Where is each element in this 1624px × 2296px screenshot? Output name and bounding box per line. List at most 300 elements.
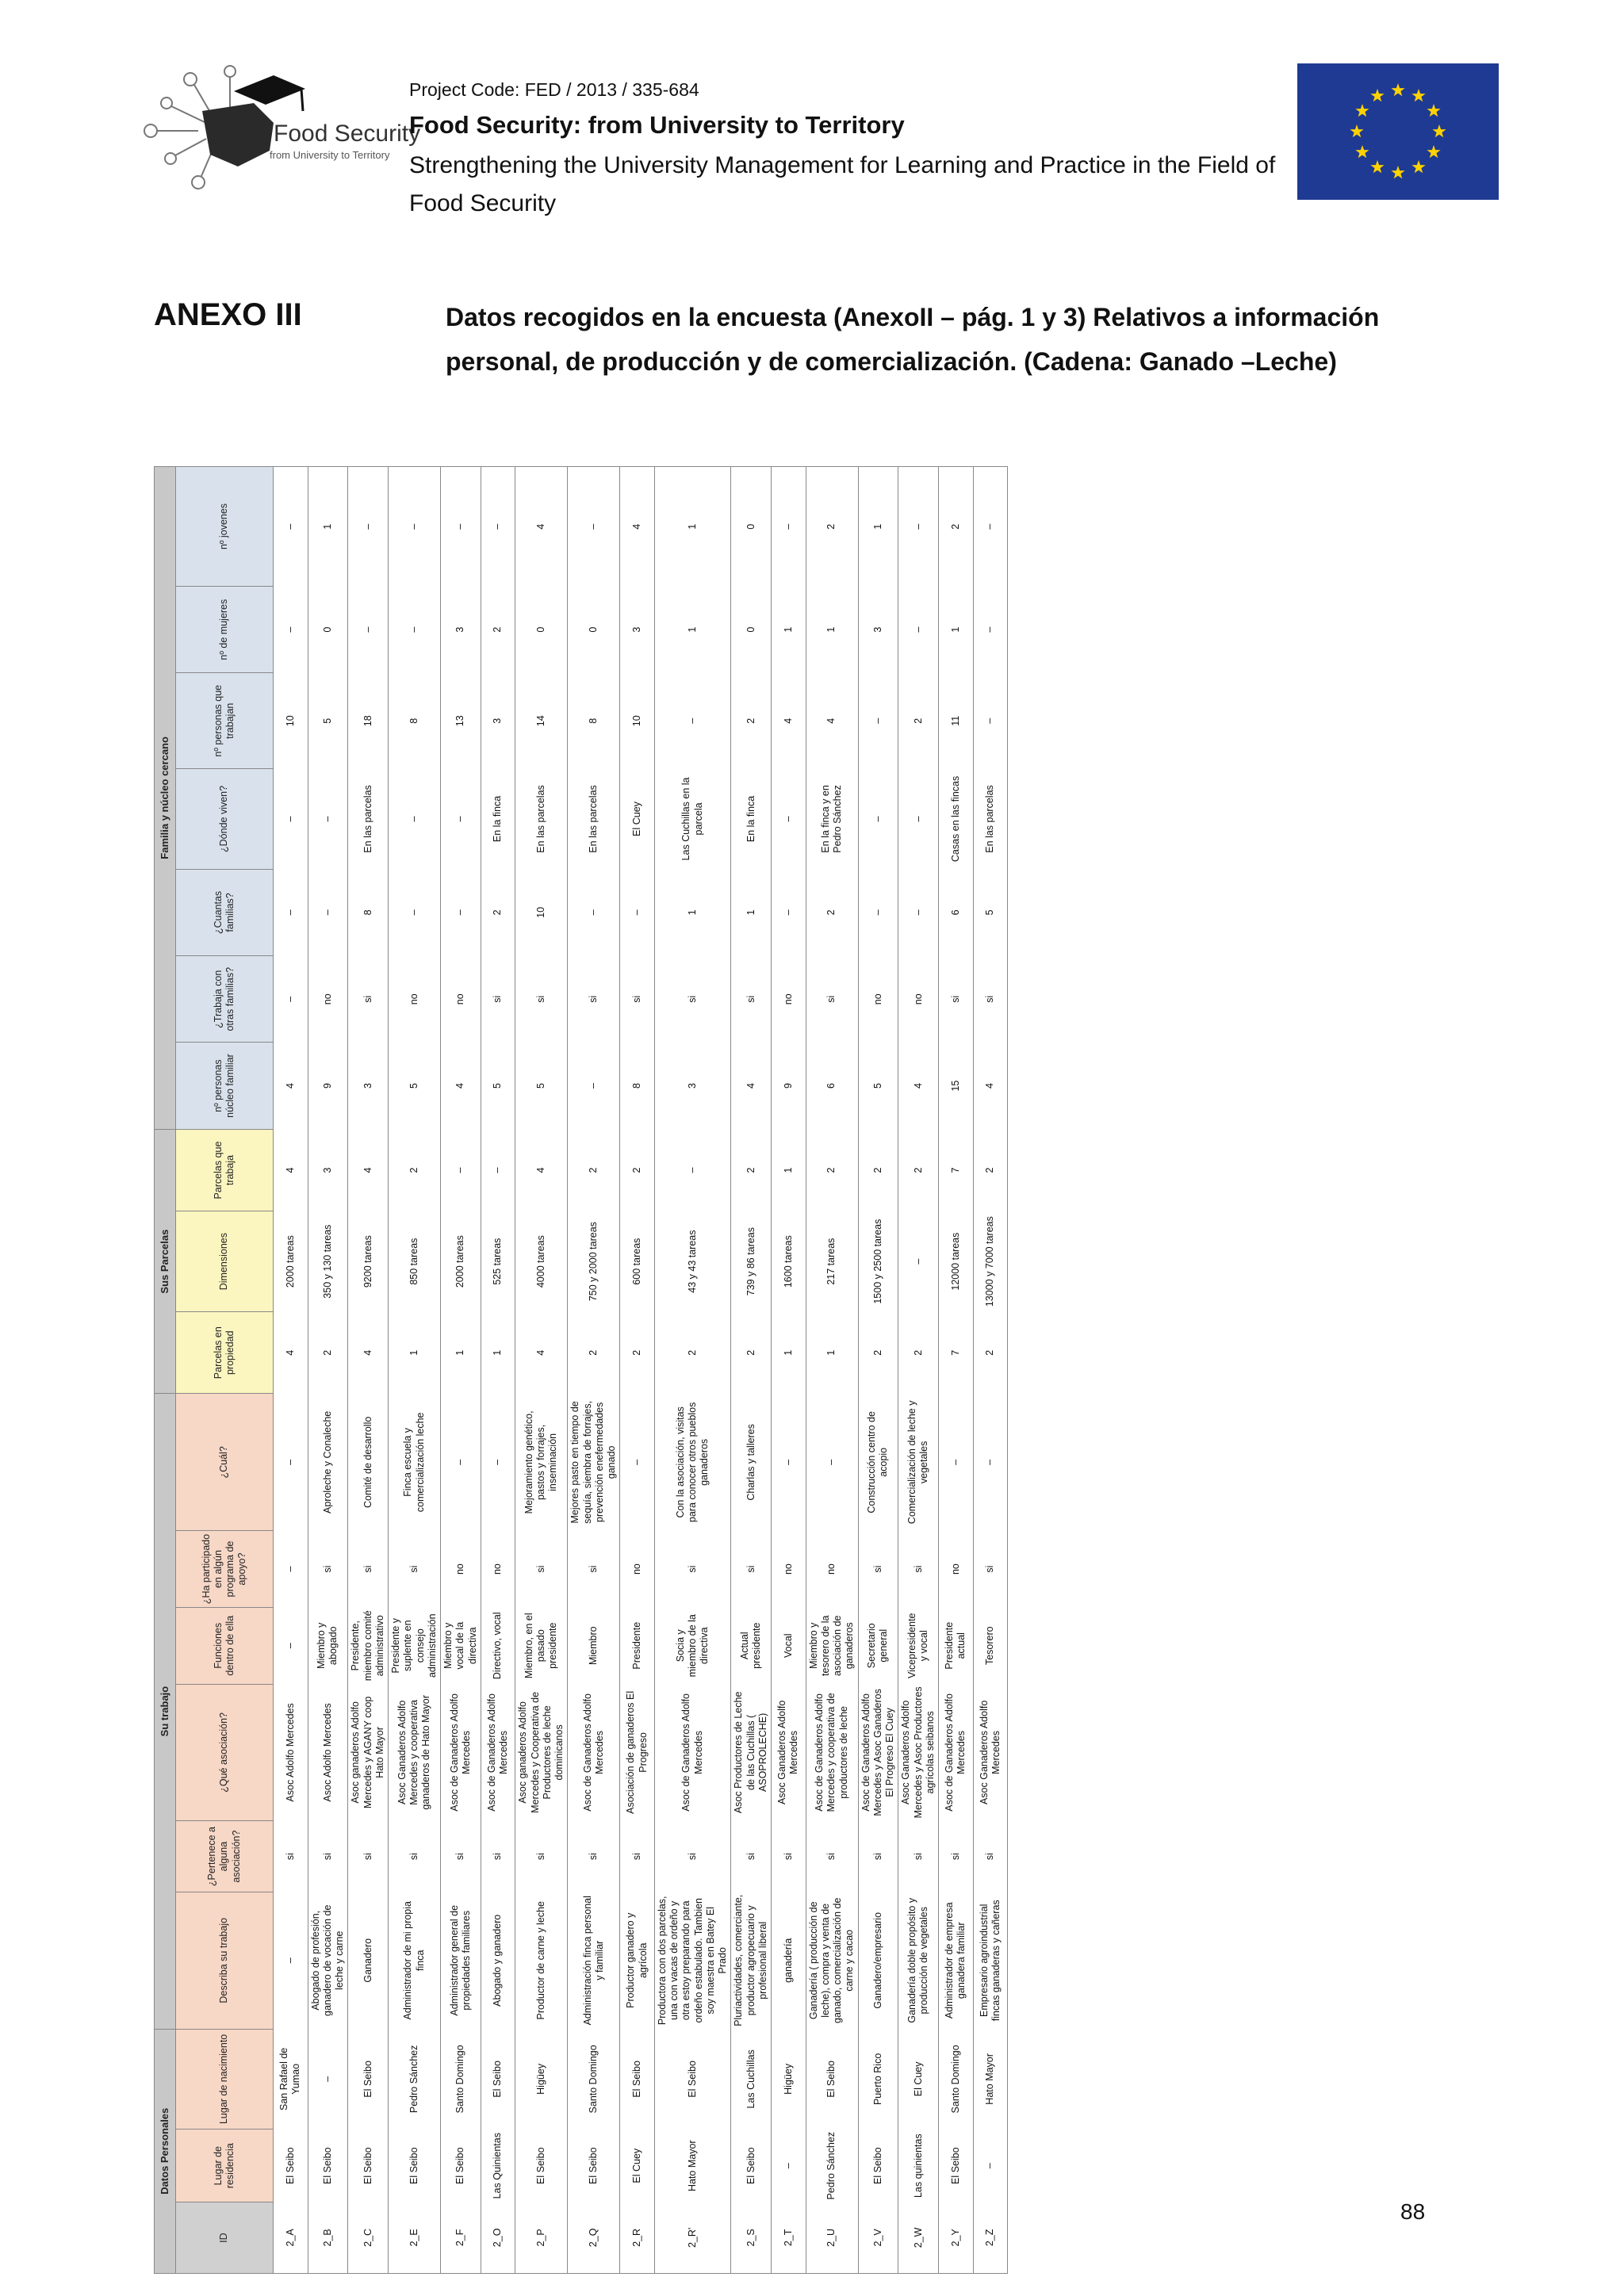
table-cell: El Seibo <box>441 2130 481 2202</box>
table-cell: 7 <box>939 1311 974 1394</box>
table-cell: 350 y 130 tareas <box>308 1211 348 1312</box>
table-cell: El Seibo <box>806 2029 858 2130</box>
table-cell: si <box>389 1531 441 1608</box>
table-cell: El Seibo <box>389 2130 441 2202</box>
table-cell: – <box>274 1531 308 1608</box>
table-cell: si <box>568 1821 620 1892</box>
table-cell: Comercialización de leche y vegetales <box>898 1394 939 1531</box>
table-cell: Administrador de mi propia finca <box>389 1892 441 2029</box>
table-cell: Pluriactividades, comerciante, productor agropecuario y profesional liberal <box>731 1892 772 2029</box>
table-cell: 3 <box>441 586 481 672</box>
table-cell: – <box>274 1394 308 1531</box>
column-header: ID <box>176 2202 274 2274</box>
table-cell: 2 <box>858 1129 898 1211</box>
table-cell: – <box>389 769 441 870</box>
table-cell: Asoc de Ganaderos Adolfo Mercedes y Asoc Ganaderos El Progreso El Cuey <box>858 1684 898 1821</box>
table-cell: Ganadero <box>348 1892 389 2029</box>
table-cell: 4 <box>274 1311 308 1394</box>
annex-label: ANEXO III <box>154 297 302 332</box>
table-cell: si <box>898 1531 939 1608</box>
group-header-row <box>155 467 176 2274</box>
row-id-cell: 2_Q <box>568 2202 620 2274</box>
row-id-cell: 2_U <box>806 2202 858 2274</box>
table-cell: 3 <box>481 673 515 769</box>
row-id-cell: 2_S <box>731 2202 772 2274</box>
column-header: Describa su trabajo <box>176 1892 274 2029</box>
column-header: ¿Cuantas familias? <box>176 869 274 955</box>
table-cell: 1 <box>441 1311 481 1394</box>
table-cell: El Seibo <box>348 2029 389 2130</box>
table-cell: San Rafael de Yumao <box>274 2029 308 2130</box>
table-cell: Construcción centro de acopio <box>858 1394 898 1531</box>
column-header: nº jovenes <box>176 467 274 587</box>
table-cell: Pedro Sánchez <box>389 2029 441 2130</box>
table-cell: si <box>274 1821 308 1892</box>
table-cell: Directivo, vocal <box>481 1607 515 1684</box>
table-cell: 2 <box>898 1311 939 1394</box>
table-cell: 8 <box>389 673 441 769</box>
table-cell: si <box>654 956 731 1043</box>
table-cell: ganadería <box>772 1892 806 2029</box>
column-header-row <box>176 467 274 2274</box>
row-id-cell: 2_C <box>348 2202 389 2274</box>
table-cell: si <box>731 1821 772 1892</box>
table-cell: – <box>772 869 806 955</box>
table-cell: 2 <box>731 673 772 769</box>
table-cell: Ganadería doble propósito y producción de vegetales <box>898 1892 939 2029</box>
table-cell: Las Quinientas <box>481 2130 515 2202</box>
column-header: ¿Ha participado en algún programa de apoyo? <box>176 1531 274 1608</box>
table-cell: 2 <box>898 1129 939 1211</box>
table-cell: – <box>939 1394 974 1531</box>
annex-title-line1: Datos recogidos en la encuesta (AnexoII – pág. 1 y 3) Relativos a información <box>446 303 1380 331</box>
table-cell: 4 <box>515 467 568 587</box>
table-cell: 5 <box>973 869 1008 955</box>
table-cell: no <box>858 956 898 1043</box>
table-cell: – <box>441 467 481 587</box>
table-cell: El Seibo <box>731 2130 772 2202</box>
table-cell: 1600 tareas <box>772 1211 806 1312</box>
table-cell: – <box>481 1394 515 1531</box>
table-cell: 1 <box>731 869 772 955</box>
table-cell: no <box>441 1531 481 1608</box>
table-cell: 11 <box>939 673 974 769</box>
table-cell: – <box>898 586 939 672</box>
table-cell: 2 <box>620 1129 655 1211</box>
table-cell: 4 <box>441 1043 481 1129</box>
table-cell: Secretario general <box>858 1607 898 1684</box>
logo-text: Food Security <box>274 121 421 147</box>
table-cell: 739 y 86 tareas <box>731 1211 772 1312</box>
table-cell: 4 <box>973 1043 1008 1129</box>
table-cell: si <box>620 1821 655 1892</box>
table-cell: no <box>620 1531 655 1608</box>
table-cell: 0 <box>308 586 348 672</box>
row-id-cell: 2_E <box>389 2202 441 2274</box>
logo-subtext: from University to Territory <box>270 149 390 161</box>
table-cell: En las parcelas <box>515 769 568 870</box>
table-row <box>973 467 1008 2274</box>
table-cell: si <box>731 1531 772 1608</box>
table-cell: si <box>348 1531 389 1608</box>
table-cell: – <box>620 1394 655 1531</box>
table-cell: Charlas y talleres <box>731 1394 772 1531</box>
table-cell: Asoc Ganaderos Adolfo Mercedes y Asoc Productores agrícolas seibanos <box>898 1684 939 1821</box>
table-cell: 1 <box>939 586 974 672</box>
table-cell: 4 <box>620 467 655 587</box>
table-cell: 14 <box>515 673 568 769</box>
table-cell: Hato Mayor <box>654 2130 731 2202</box>
rotated-table-container <box>154 466 1058 2274</box>
table-cell: si <box>441 1821 481 1892</box>
table-cell: 13 <box>441 673 481 769</box>
eu-flag-icon <box>1297 63 1499 200</box>
table-cell: – <box>898 769 939 870</box>
table-cell: 1 <box>806 586 858 672</box>
table-row <box>389 467 441 2274</box>
group-parcels: Sus Parcelas <box>155 1129 176 1394</box>
table-cell: 1 <box>654 869 731 955</box>
table-cell: 750 y 2000 tareas <box>568 1211 620 1312</box>
project-subtitle-line2: Food Security <box>409 190 557 216</box>
table-cell: – <box>973 586 1008 672</box>
table-row <box>731 467 772 2274</box>
table-cell: Asoc Ganaderos Adolfo Mercedes <box>973 1684 1008 1821</box>
table-cell: si <box>515 956 568 1043</box>
group-work: Su trabajo <box>155 1394 176 2029</box>
table-cell: Asoc de Ganaderos Adolfo Mercedes <box>568 1684 620 1821</box>
table-cell: Asoc de Ganaderos Adolfo Mercedes y cooperativa de productores de leche <box>806 1684 858 1821</box>
row-id-cell: 2_F <box>441 2202 481 2274</box>
column-header: ¿Cuál? <box>176 1394 274 1531</box>
row-id-cell: 2_V <box>858 2202 898 2274</box>
table-cell: – <box>348 467 389 587</box>
table-cell: 8 <box>620 1043 655 1129</box>
table-cell: Abogado y ganadero <box>481 1892 515 2029</box>
table-cell: 0 <box>515 586 568 672</box>
table-cell: si <box>389 1821 441 1892</box>
table-cell: – <box>806 1394 858 1531</box>
table-row <box>274 467 308 2274</box>
row-id-cell: 2_T <box>772 2202 806 2274</box>
table-cell: si <box>654 1821 731 1892</box>
table-cell: 2 <box>939 467 974 587</box>
table-cell: – <box>898 1211 939 1312</box>
table-cell: 4 <box>515 1311 568 1394</box>
table-cell: Productor de carne y leche <box>515 1892 568 2029</box>
table-cell: En la finca <box>481 769 515 870</box>
table-cell: – <box>568 467 620 587</box>
table-cell: 6 <box>939 869 974 955</box>
table-cell: si <box>568 956 620 1043</box>
table-cell: – <box>308 869 348 955</box>
table-cell: 1 <box>772 1311 806 1394</box>
row-id-cell: 2_A <box>274 2202 308 2274</box>
table-cell: 13000 y 7000 tareas <box>973 1211 1008 1312</box>
table-cell: Santo Domingo <box>441 2029 481 2130</box>
table-cell: si <box>973 1821 1008 1892</box>
table-cell: si <box>898 1821 939 1892</box>
table-cell: 0 <box>731 467 772 587</box>
table-cell: En las parcelas <box>348 769 389 870</box>
table-cell: – <box>481 467 515 587</box>
table-cell: – <box>772 467 806 587</box>
row-id-cell: 2_R <box>620 2202 655 2274</box>
table-cell: – <box>898 869 939 955</box>
table-cell: 2 <box>731 1129 772 1211</box>
table-cell: 1 <box>806 1311 858 1394</box>
table-cell: – <box>441 1394 481 1531</box>
table-cell: Miembro y vocal de la directiva <box>441 1607 481 1684</box>
table-cell: Presidente y suplente en consejo administración <box>389 1607 441 1684</box>
table-cell: Socia y miembro de la directiva <box>654 1607 731 1684</box>
column-header: nº personas núcleo familiar <box>176 1043 274 1129</box>
table-cell: Aproleche y Conaleche <box>308 1394 348 1531</box>
table-cell: – <box>858 673 898 769</box>
table-cell: 1 <box>772 1129 806 1211</box>
table-cell: si <box>858 1531 898 1608</box>
table-cell: Miembro y abogado <box>308 1607 348 1684</box>
table-cell: Asociación de ganaderos El Progreso <box>620 1684 655 1821</box>
food-security-logo <box>135 55 421 206</box>
table-cell: 2 <box>620 1311 655 1394</box>
table-cell: 2000 tareas <box>441 1211 481 1312</box>
table-cell: 4 <box>348 1311 389 1394</box>
table-cell: Finca escuela y comercialización leche <box>389 1394 441 1531</box>
table-cell: 4 <box>898 1043 939 1129</box>
table-cell: Miembro y tesorero de la asociación de ganaderos <box>806 1607 858 1684</box>
table-cell: – <box>274 956 308 1043</box>
table-cell: – <box>348 586 389 672</box>
annex-title-line2: personal, de producción y de comercialización. (Cadena: Ganado –Leche) <box>446 347 1337 376</box>
table-cell: Ganadero/empresario <box>858 1892 898 2029</box>
table-cell: si <box>308 1531 348 1608</box>
table-row <box>308 467 348 2274</box>
table-cell: – <box>481 1129 515 1211</box>
column-header: ¿Pertenece a alguna asociación? <box>176 1821 274 1892</box>
table-cell: 1 <box>772 586 806 672</box>
project-code: Project Code: FED / 2013 / 335-684 <box>409 79 699 100</box>
table-cell: si <box>939 956 974 1043</box>
table-cell: 9200 tareas <box>348 1211 389 1312</box>
table-cell: – <box>274 467 308 587</box>
table-cell: 1 <box>308 467 348 587</box>
table-cell: – <box>389 586 441 672</box>
table-cell: si <box>308 1821 348 1892</box>
table-cell: – <box>274 869 308 955</box>
table-cell: Asoc ganaderos Adolfo Mercedes y Cooperativa de Productores de leche dominicanos <box>515 1684 568 1821</box>
table-cell: si <box>348 1821 389 1892</box>
table-cell: 3 <box>858 586 898 672</box>
table-cell: no <box>898 956 939 1043</box>
table-cell: si <box>973 1531 1008 1608</box>
table-cell: 217 tareas <box>806 1211 858 1312</box>
table-row <box>654 467 731 2274</box>
table-cell: 2 <box>731 1311 772 1394</box>
table-cell: 1 <box>654 586 731 672</box>
table-cell: 5 <box>481 1043 515 1129</box>
table-cell: 525 tareas <box>481 1211 515 1312</box>
project-subtitle-line1: Strengthening the University Management for Learning and Practice in the Field of <box>409 152 1276 178</box>
table-cell: 9 <box>772 1043 806 1129</box>
table-cell: – <box>274 1607 308 1684</box>
table-cell: En la finca <box>731 769 772 870</box>
table-cell: – <box>441 869 481 955</box>
table-cell: Pedro Sánchez <box>806 2130 858 2202</box>
table-cell: Con la asociación, visitas para conocer otros pueblos ganaderos <box>654 1394 731 1531</box>
table-cell: 10 <box>620 673 655 769</box>
column-header: ¿Trabaja con otras familias? <box>176 956 274 1043</box>
table-cell: 2 <box>654 1311 731 1394</box>
table-cell: 4 <box>274 1043 308 1129</box>
table-cell: si <box>806 1821 858 1892</box>
table-cell: Asoc Adolfo Mercedes <box>274 1684 308 1821</box>
column-header: nº de mujeres <box>176 586 274 672</box>
table-cell: no <box>481 1531 515 1608</box>
table-cell: Miembro, en el pasado presidente <box>515 1607 568 1684</box>
table-cell: 1500 y 2500 tareas <box>858 1211 898 1312</box>
group-family: Familia y núcleo cercano <box>155 467 176 1130</box>
table-cell: 2 <box>973 1311 1008 1394</box>
table-cell: 2000 tareas <box>274 1211 308 1312</box>
table-cell: – <box>858 769 898 870</box>
table-cell: – <box>274 586 308 672</box>
table-cell: El Seibo <box>654 2029 731 2130</box>
table-cell: Vocal <box>772 1607 806 1684</box>
column-header: ¿Dónde viven? <box>176 769 274 870</box>
table-cell: 600 tareas <box>620 1211 655 1312</box>
table-cell: 5 <box>389 1043 441 1129</box>
table-cell: 7 <box>939 1129 974 1211</box>
table-cell: Comité de desarrollo <box>348 1394 389 1531</box>
table-cell: 2 <box>568 1311 620 1394</box>
table-cell: – <box>274 1892 308 2029</box>
table-cell: El Seibo <box>939 2130 974 2202</box>
table-cell: Asoc Ganaderos Adolfo Mercedes <box>772 1684 806 1821</box>
table-cell: Vicepresidente y vocal <box>898 1607 939 1684</box>
table-cell: 5 <box>858 1043 898 1129</box>
table-cell: 12000 tareas <box>939 1211 974 1312</box>
row-id-cell: 2_O <box>481 2202 515 2274</box>
table-cell: – <box>274 769 308 870</box>
table-cell: Miembro <box>568 1607 620 1684</box>
table-cell: – <box>973 2130 1008 2202</box>
table-cell: El Seibo <box>481 2029 515 2130</box>
column-header: Parcelas que trabaja <box>176 1129 274 1211</box>
table-cell: El Seibo <box>858 2130 898 2202</box>
table-cell: Asoc Ganaderos Adolfo Mercedes y cooperativa ganaderos de Hato Mayor <box>389 1684 441 1821</box>
table-cell: si <box>731 956 772 1043</box>
table-cell: Actual presidente <box>731 1607 772 1684</box>
table-cell: si <box>858 1821 898 1892</box>
table-cell: 4 <box>731 1043 772 1129</box>
table-cell: El Seibo <box>274 2130 308 2202</box>
table-cell: si <box>515 1821 568 1892</box>
table-cell: si <box>939 1821 974 1892</box>
table-cell: Santo Domingo <box>568 2029 620 2130</box>
table-cell: 43 y 43 tareas <box>654 1211 731 1312</box>
table-cell: 1 <box>481 1311 515 1394</box>
table-cell: 2 <box>973 1129 1008 1211</box>
column-header: Parcelas en propiedad <box>176 1311 274 1394</box>
table-cell: 0 <box>731 586 772 672</box>
table-cell: Productor ganadero y agrícola <box>620 1892 655 2029</box>
table-cell: si <box>806 956 858 1043</box>
table-row <box>515 467 568 2274</box>
table-cell: no <box>389 956 441 1043</box>
column-header: nº personas que trabajan <box>176 673 274 769</box>
table-cell: Productora con dos parcelas, una con vacas de ordeño y otra estoy preparando para ordeño estabulado. Tambien soy maestra en Batey El Prado <box>654 1892 731 2029</box>
table-cell: – <box>858 869 898 955</box>
table-cell: El Seibo <box>308 2130 348 2202</box>
table-cell: – <box>389 467 441 587</box>
table-cell: 3 <box>308 1129 348 1211</box>
table-cell: 8 <box>568 673 620 769</box>
table-cell: – <box>973 1394 1008 1531</box>
table-cell: 1 <box>654 467 731 587</box>
table-cell: 2 <box>481 586 515 672</box>
table-cell: 1 <box>389 1311 441 1394</box>
table-cell: – <box>620 869 655 955</box>
table-cell: Las Cuchillas <box>731 2029 772 2130</box>
table-cell: Presidente actual <box>939 1607 974 1684</box>
table-cell: si <box>348 956 389 1043</box>
table-cell: Tesorero <box>973 1607 1008 1684</box>
table-cell: 2 <box>568 1129 620 1211</box>
table-cell: Administrador general de propiedades familiares <box>441 1892 481 2029</box>
table-cell: Administrador de empresa ganadera familiar <box>939 1892 974 2029</box>
table-cell: El Seibo <box>348 2130 389 2202</box>
table-cell: 3 <box>620 586 655 672</box>
table-cell: 4 <box>274 1129 308 1211</box>
row-id-cell: 2_Z <box>973 2202 1008 2274</box>
table-cell: 2 <box>806 1129 858 1211</box>
table-cell: Asoc de Ganaderos Adolfo Mercedes <box>441 1684 481 1821</box>
table-cell: Casas en las fincas <box>939 769 974 870</box>
table-cell: Empresario agroindustrial fincas ganaderas y cañeras <box>973 1892 1008 2029</box>
table-row <box>441 467 481 2274</box>
table-cell: El Seibo <box>568 2130 620 2202</box>
table-row <box>348 467 389 2274</box>
table-cell: – <box>898 467 939 587</box>
table-cell: Las Cuchillas en la parcela <box>654 769 731 870</box>
group-personal: Datos Personales <box>155 2029 176 2273</box>
survey-data-table <box>154 466 1008 2274</box>
table-cell: – <box>568 869 620 955</box>
table-cell: 10 <box>515 869 568 955</box>
table-cell: 4 <box>806 673 858 769</box>
row-id-cell: 2_P <box>515 2202 568 2274</box>
page-header <box>0 0 1624 238</box>
table-cell: En la finca y en Pedro Sánchez <box>806 769 858 870</box>
table-cell: 5 <box>308 673 348 769</box>
table-cell: Asoc de Ganaderos Adolfo Mercedes <box>481 1684 515 1821</box>
table-cell: si <box>620 956 655 1043</box>
table-cell: 2 <box>898 673 939 769</box>
table-cell: 8 <box>348 869 389 955</box>
row-id-cell: 2_W <box>898 2202 939 2274</box>
table-cell: no <box>772 956 806 1043</box>
table-cell: 18 <box>348 673 389 769</box>
table-cell: 3 <box>348 1043 389 1129</box>
table-cell: 4000 tareas <box>515 1211 568 1312</box>
table-cell: 15 <box>939 1043 974 1129</box>
table-cell: – <box>308 2029 348 2130</box>
table-cell: En las parcelas <box>568 769 620 870</box>
table-cell: – <box>973 673 1008 769</box>
table-cell: – <box>568 1043 620 1129</box>
table-cell: 4 <box>772 673 806 769</box>
